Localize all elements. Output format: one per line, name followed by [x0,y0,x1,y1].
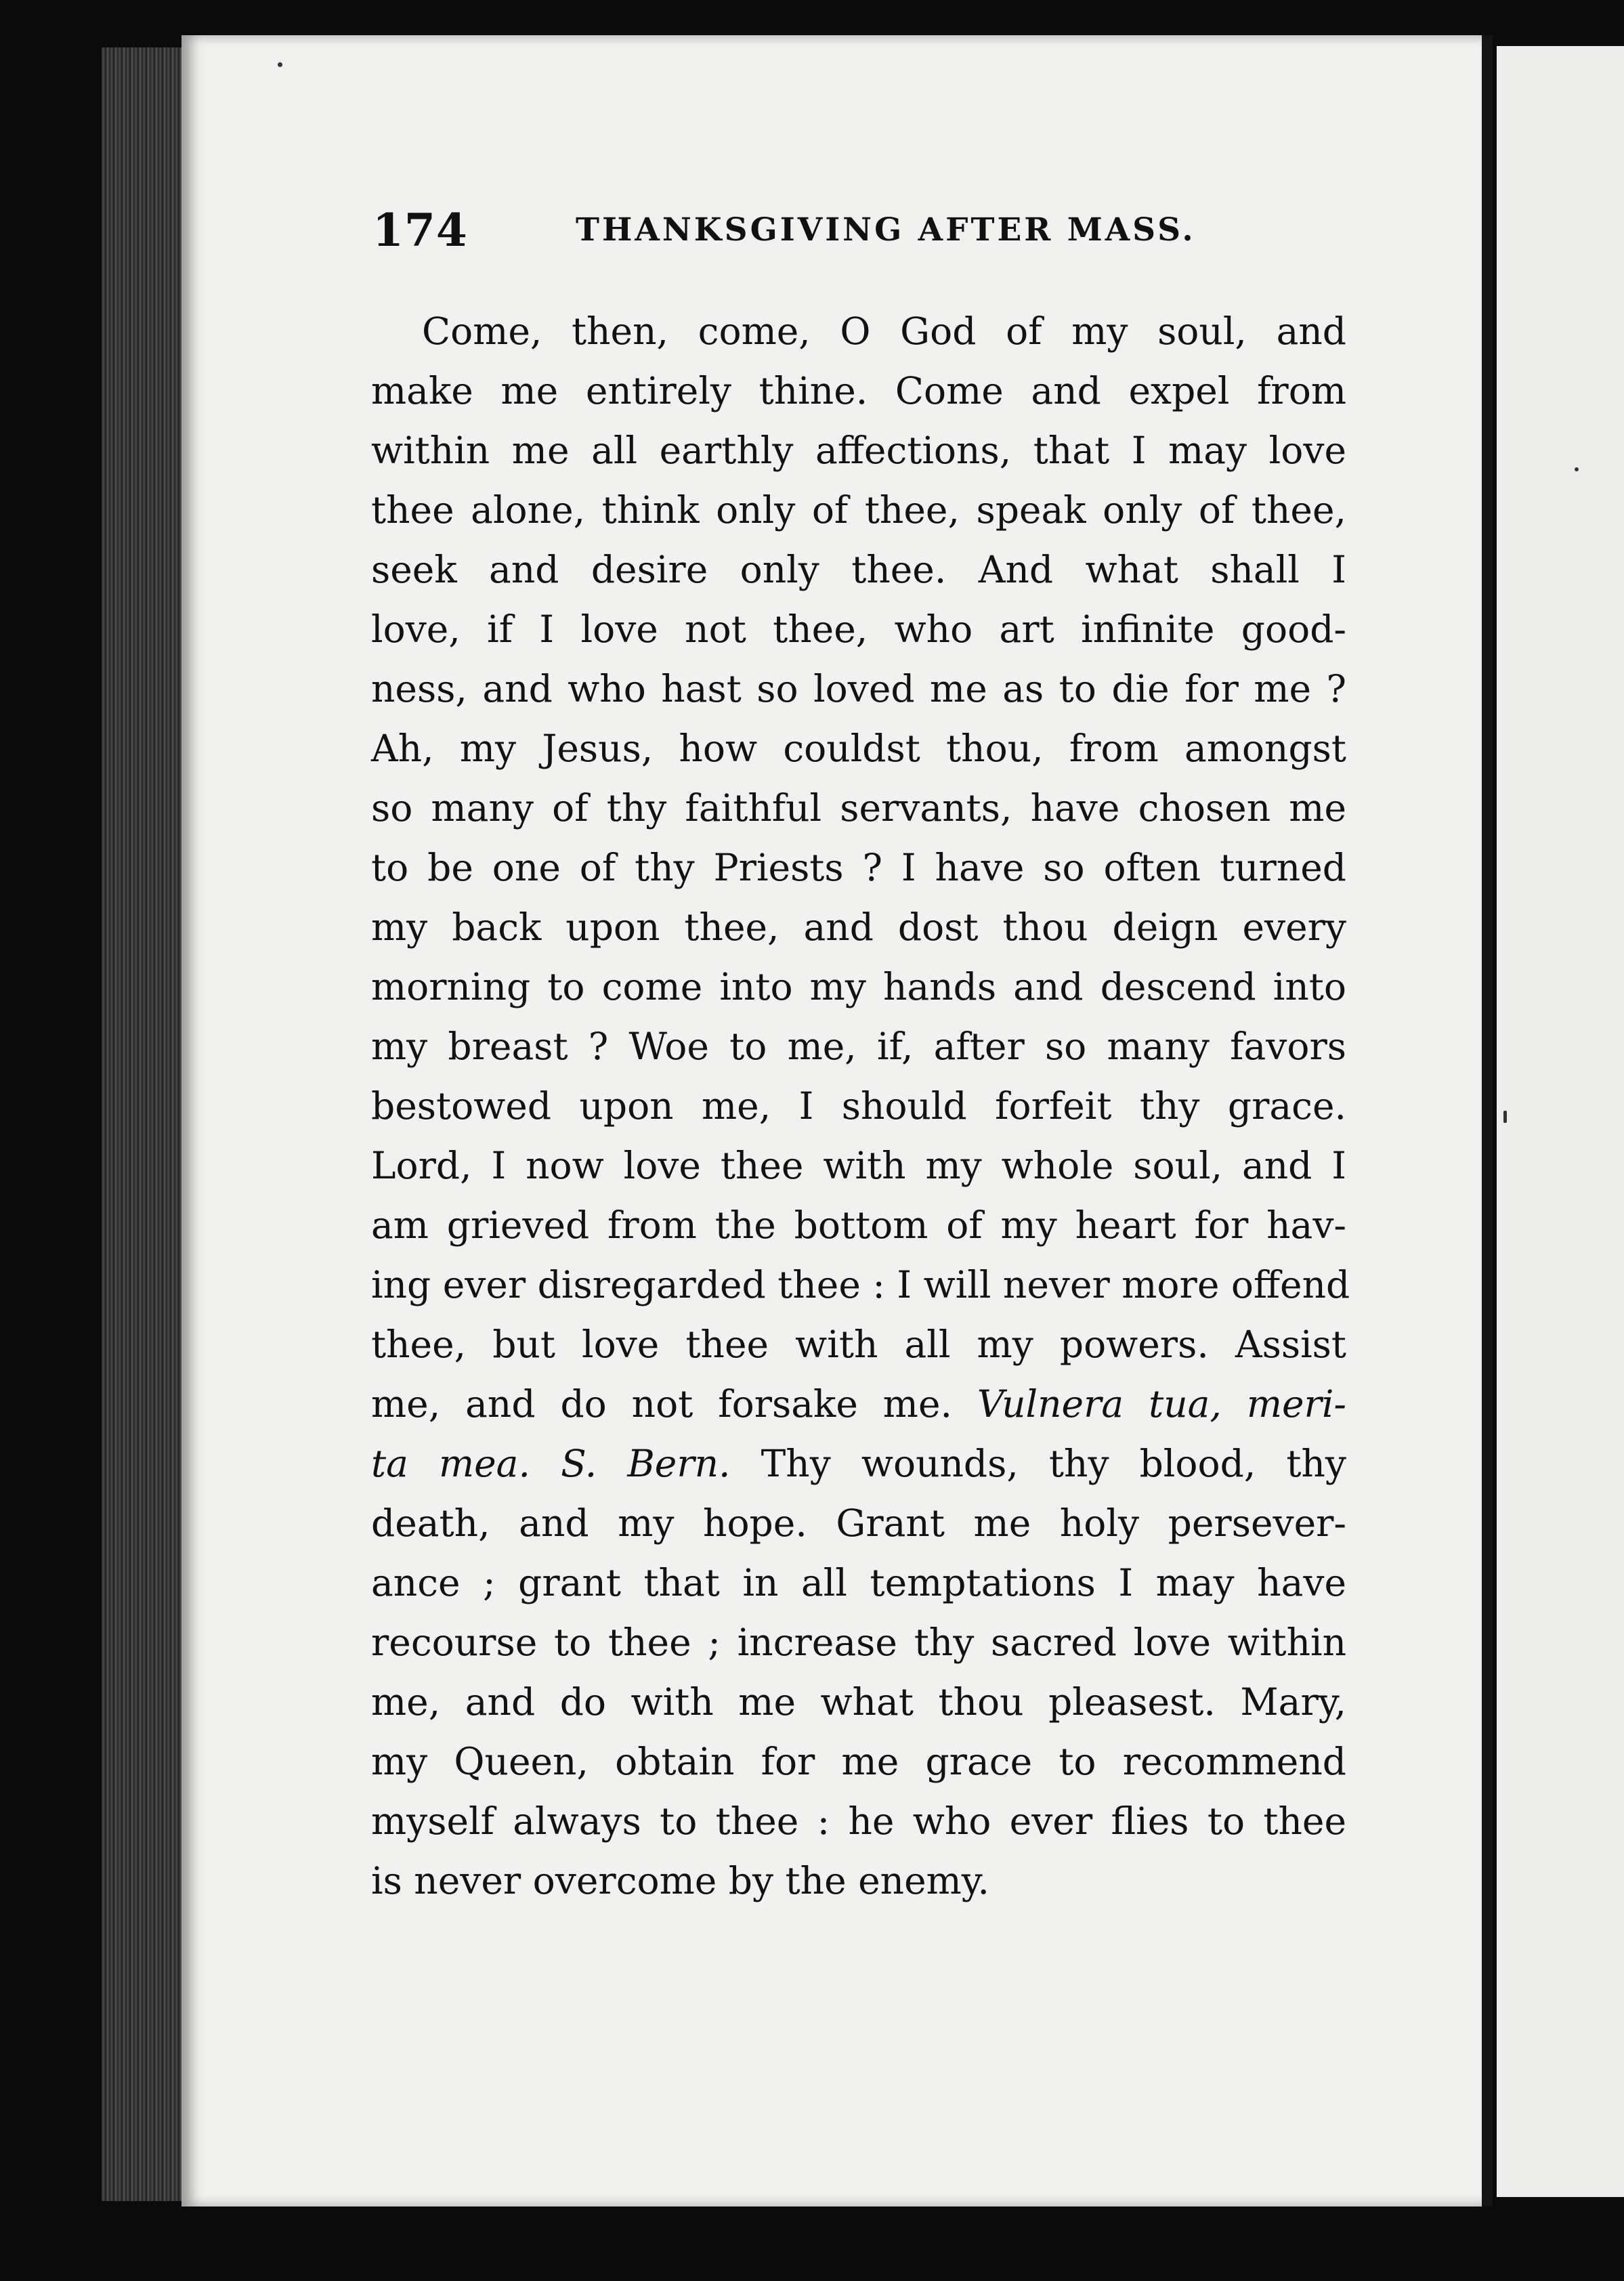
text-line: thee alone, think only of thee, speak only of thee, [371,488,1346,532]
text-line: recourse to thee ; increase thy sacred love within [371,1621,1346,1664]
latin-quote: ta mea. [371,1442,530,1485]
text-line: so many of thy faithful servants, have chosen me [371,786,1346,830]
text-segment: me, and do not forsake me. [371,1382,952,1426]
text-line: love, if I love not thee, who art infinite good- [371,607,1346,651]
text-line: myself always to thee : he who ever flies to thee [371,1799,1346,1843]
book-spine-shadow [102,47,183,2201]
text-line: Lord, I now love thee with my whole soul, and I [371,1144,1346,1187]
text-line: death, and my hope. Grant me holy persever- [371,1501,1346,1545]
text-line: ing ever disregarded thee : I will never more offend [371,1263,1350,1306]
ink-speck [1503,1111,1507,1123]
text-line-with-citation [371,1434,1346,1493]
text-line: make me entirely thine. Come and expel from [371,369,1346,412]
text-line: ness, and who hast so loved me as to die for me ? [371,667,1346,710]
text-line: Ah, my Jesus, how couldst thou, from amongst [371,727,1346,770]
latin-quote: Vulnera tua, meri- [977,1382,1346,1426]
text-line: within me all earthly affections, that I may love [371,429,1346,472]
text-line: bestowed upon me, I should forfeit thy grace. [371,1084,1346,1128]
body-text [371,301,1350,1911]
page-header [372,196,1368,264]
text-line: my Queen, obtain for me grace to recommend [371,1740,1346,1783]
text-line-with-latin [371,1374,1346,1434]
page-number: 174 [372,204,468,257]
text-line: my breast ? Woe to me, if, after so many favors [371,1025,1346,1068]
text-line: me, and do with me what thou pleasest. Mary, [371,1680,1346,1724]
page-gutter [1482,35,1493,2207]
ink-speck [1575,467,1579,471]
text-segment: Thy wounds, thy blood, thy [761,1442,1346,1485]
ink-speck [278,62,282,67]
running-title: THANKSGIVING AFTER MASS. [576,211,1196,249]
text-line: Come, then, come, O God of my soul, and [422,310,1346,353]
text-line: is never overcome by the enemy. [371,1859,990,1902]
text-line: am grieved from the bottom of my heart for hav- [371,1203,1346,1247]
text-line: seek and desire only thee. And what shall I [371,548,1346,591]
citation: S. Bern. [561,1442,731,1485]
text-line: morning to come into my hands and descend into [371,965,1346,1008]
facing-page [1497,46,1624,2197]
text-line: ance ; grant that in all temptations I may have [371,1561,1346,1604]
text-line: thee, but love thee with all my powers. Assist [371,1323,1346,1366]
text-line: my back upon thee, and dost thou deign every [371,905,1346,949]
text-line: to be one of thy Priests ? I have so often turned [371,846,1346,889]
